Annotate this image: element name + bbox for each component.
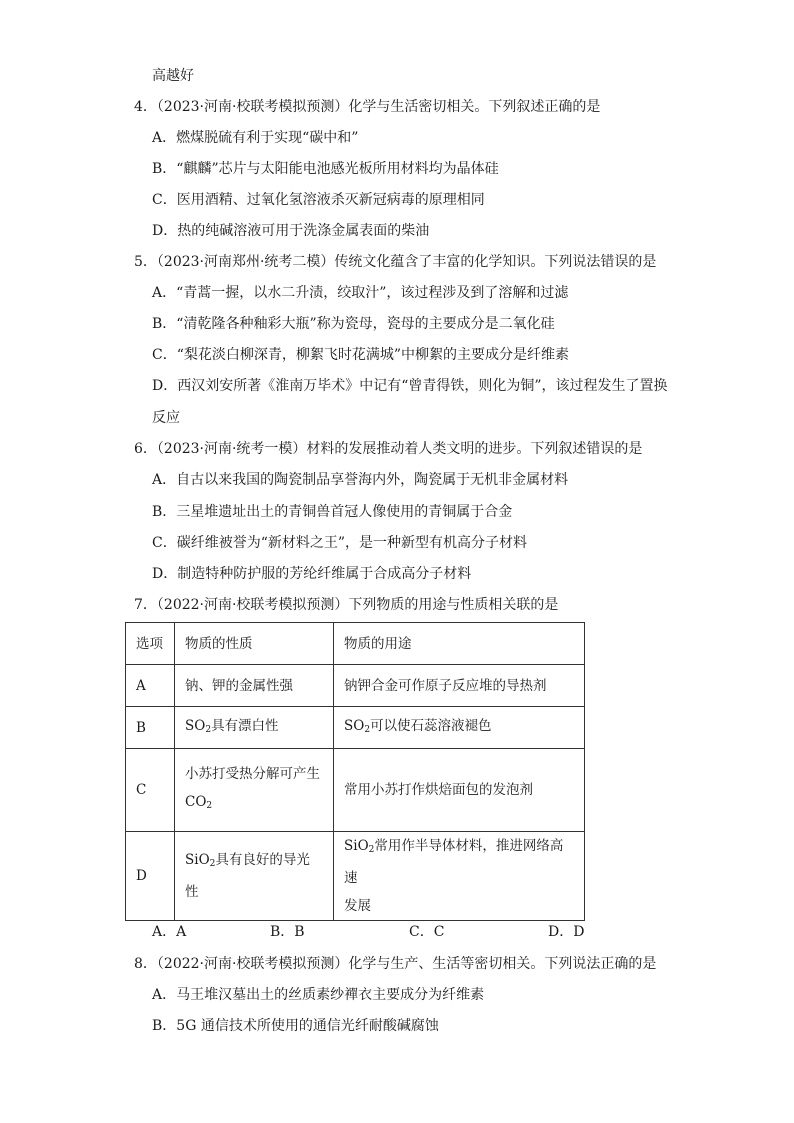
row-d-prop-line2: 性 <box>185 884 199 900</box>
row-c-prop-line1: 小苏打受热分解可产生 <box>185 766 320 782</box>
row-a-use: 钠钾合金可作原子反应堆的导热剂 <box>334 665 585 707</box>
q6-stem: 6．（2023·河南·统考一模）材料的发展推动着人类文明的进步。下列叙述错误的是 <box>134 441 643 457</box>
row-b-use <box>334 707 585 749</box>
row-b-prop-formula: SO <box>185 717 206 734</box>
table-row-a <box>126 665 585 707</box>
row-d-prop-line1 <box>185 846 323 878</box>
q7-answer-a[interactable]: A．A <box>152 924 187 940</box>
row-c-property <box>175 749 334 832</box>
row-d-option: D <box>126 832 175 921</box>
q5-stem: 5．（2023·河南郑州·统考二模）传统文化蕴含了丰富的化学知识。下列说法错误的是 <box>134 254 657 270</box>
table-row-d <box>126 832 585 921</box>
row-c-prop-formula: CO <box>185 794 207 810</box>
q7-stem: 7．（2022·河南·校联考模拟预测）下列物质的用途与性质相关联的是 <box>134 597 559 613</box>
row-d-use-formula: SiO <box>344 838 369 854</box>
q4-option-d[interactable]: D．热的纯碱溶液可用于洗涤金属表面的柴油 <box>152 223 430 239</box>
table-row-b <box>126 707 585 749</box>
row-d-use-subscript: 2 <box>368 845 375 855</box>
q6-option-a[interactable]: A．自古以来我国的陶瓷制品享誉海内外，陶瓷属于无机非金属材料 <box>152 472 569 488</box>
q4-option-b[interactable]: B．“麒麟”芯片与太阳能电池感光板所用材料均为晶体硅 <box>152 161 499 177</box>
q7-answer-d[interactable]: D．D <box>548 924 585 940</box>
q7-options-table <box>125 622 585 921</box>
row-c-option: C <box>126 749 175 832</box>
q4-option-a[interactable]: A．燃煤脱硫有利于实现“碳中和” <box>152 130 359 146</box>
row-a-option: A <box>126 665 175 707</box>
q4-stem: 4．（2023·河南·校联考模拟预测）化学与生活密切相关。下列叙述正确的是 <box>134 99 601 115</box>
row-b-use-subscript: 2 <box>364 724 371 735</box>
row-b-use-formula: SO <box>344 717 365 734</box>
row-a-property: 钠、钾的金属性强 <box>175 665 334 707</box>
q7-answer-c[interactable]: C．C <box>409 924 445 940</box>
q4-option-c[interactable]: C．医用酒精、过氧化氢溶液杀灭新冠病毒的原理相同 <box>152 192 485 208</box>
q8-option-b[interactable]: B．5G 通信技术所使用的通信光纤耐酸碱腐蚀 <box>152 1018 439 1034</box>
header-option: 选项 <box>126 623 175 665</box>
q5-option-c[interactable]: C．“梨花淡白柳深青，柳絮飞时花满城”中柳絮的主要成分是纤维素 <box>152 347 570 363</box>
row-c-prop-line2 <box>185 788 323 820</box>
header-property: 物质的性质 <box>175 623 334 665</box>
q8-option-a[interactable]: A．马王堆汉墓出土的丝质素纱襌衣主要成分为纤维素 <box>152 987 485 1003</box>
q5-option-b[interactable]: B．“清乾隆各种釉彩大瓶”称为瓷母，瓷母的主要成分是二氧化硅 <box>152 316 555 332</box>
table-header-row <box>126 623 585 665</box>
intro-tail-text: 高越好 <box>152 68 194 84</box>
q5-option-a[interactable]: A．“青蒿一握，以水二升渍，绞取汁”，该过程涉及到了溶解和过滤 <box>152 285 569 301</box>
row-b-prop-text: 具有漂白性 <box>211 717 279 734</box>
row-d-prop-subscript: 2 <box>209 859 216 869</box>
row-c-prop-subscript: 2 <box>206 801 213 811</box>
row-d-use-line2: 发展 <box>344 898 371 914</box>
row-d-use-text: 常用作半导体材料，推进网络高速 <box>344 838 564 886</box>
q8-stem: 8．（2022·河南·校联考模拟预测）化学与生产、生活等密切相关。下列说法正确的是 <box>134 956 657 972</box>
q6-option-d[interactable]: D．制造特种防护服的芳纶纤维属于合成高分子材料 <box>152 566 472 582</box>
table-row-c <box>126 749 585 832</box>
row-d-use <box>334 832 585 921</box>
row-d-prop-formula: SiO <box>185 852 210 868</box>
q6-option-c[interactable]: C．碳纤维被誉为“新材料之王”，是一种新型有机高分子材料 <box>152 535 528 551</box>
header-use: 物质的用途 <box>334 623 585 665</box>
q7-answer-b[interactable]: B．B <box>270 924 305 940</box>
q5-option-d[interactable]: D．西汉刘安所著《淮南万毕术》中记有“曾青得铁，则化为铜”，该过程发生了置换 <box>152 378 668 394</box>
row-d-property <box>175 832 334 921</box>
row-d-use-line1 <box>344 832 574 892</box>
row-b-prop-subscript: 2 <box>205 724 212 735</box>
row-b-option: B <box>126 707 175 749</box>
row-d-prop-text: 具有良好的导光 <box>215 852 310 868</box>
row-c-use: 常用小苏打作烘焙面包的发泡剂 <box>334 749 585 832</box>
row-b-property <box>175 707 334 749</box>
q6-option-b[interactable]: B．三星堆遗址出土的青铜兽首冠人像使用的青铜属于合金 <box>152 504 513 520</box>
q5-option-d-continued: 反应 <box>152 410 180 426</box>
row-b-use-text: 可以使石蕊溶液褪色 <box>370 717 492 734</box>
